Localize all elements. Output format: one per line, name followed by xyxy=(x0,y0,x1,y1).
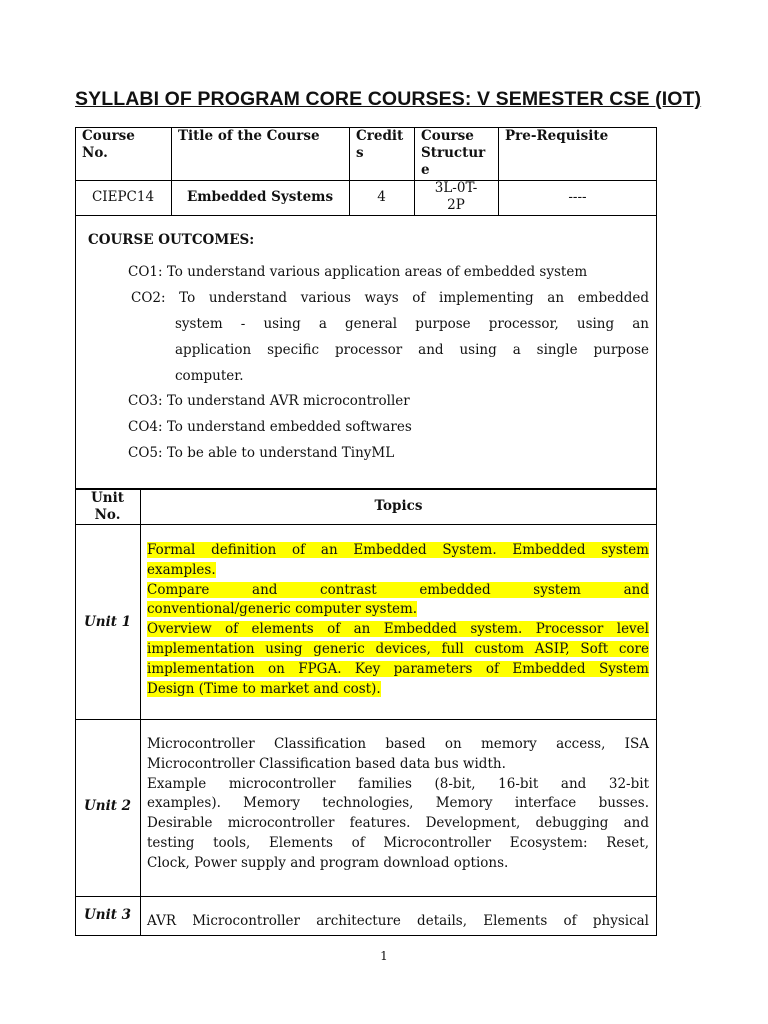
co3: CO3: To understand AVR microcontroller xyxy=(128,393,410,409)
unit-3-label: Unit 3 xyxy=(84,907,132,923)
header-unit-no: Unit No. xyxy=(91,490,124,523)
unit-2-label: Unit 2 xyxy=(84,798,132,814)
structure-value: 3L-0T- 2P xyxy=(434,180,478,213)
co1: CO1: To understand various application areas of embedded system xyxy=(128,264,588,280)
unit-1-label: Unit 1 xyxy=(84,614,132,630)
course-no-value: CIEPC14 xyxy=(91,189,155,205)
prereq-value: ---- xyxy=(568,189,587,205)
credits-value: 4 xyxy=(377,189,386,205)
page-number: 1 xyxy=(380,949,388,963)
co4: CO4: To understand embedded softwares xyxy=(128,419,412,435)
course-outcomes-label: COURSE OUTCOMES: xyxy=(88,232,255,248)
header-credits: Credit s xyxy=(356,128,404,161)
unit-2-topics: Microcontroller Classification based on memory access, ISA Microcontroller Classification based data bus width. Example microcontroller families (8-bit, 16-bit and 32-bit examples). Memory technologies, Memory interface busses. Desirable microcontroller features. Development, debugging and testing tools, Elements of Microcontroller Ecosystem: Reset, Clock, Power supply and program download options. xyxy=(147,736,649,871)
unit-3-topics: AVR Microcontroller architecture details, Elements of physical xyxy=(147,913,649,929)
co5: CO5: To be able to understand TinyML xyxy=(128,445,395,461)
course-title-value: Embedded Systems xyxy=(186,189,334,205)
header-structure: Course Structur e xyxy=(421,128,486,178)
header-prereq: Pre-Requisite xyxy=(505,128,609,144)
page-title: SYLLABI OF PROGRAM CORE COURSES: V SEMESTER CSE (IOT) xyxy=(75,88,702,110)
header-title: Title of the Course xyxy=(178,128,320,144)
unit-1-topics: Formal definition of an Embedded System. Embedded system examples. Compare and contrast embedded system and conventional/generic computer system. Overview of elements of an Embedded system. Processor level implementation using generic devices, full custom ASIP, Soft core implementation on FPGA. Key parameters of Embedded System Design (Time to market and cost). xyxy=(147,542,649,697)
header-topics: Topics xyxy=(374,498,423,514)
header-course-no: Course No. xyxy=(82,128,135,161)
